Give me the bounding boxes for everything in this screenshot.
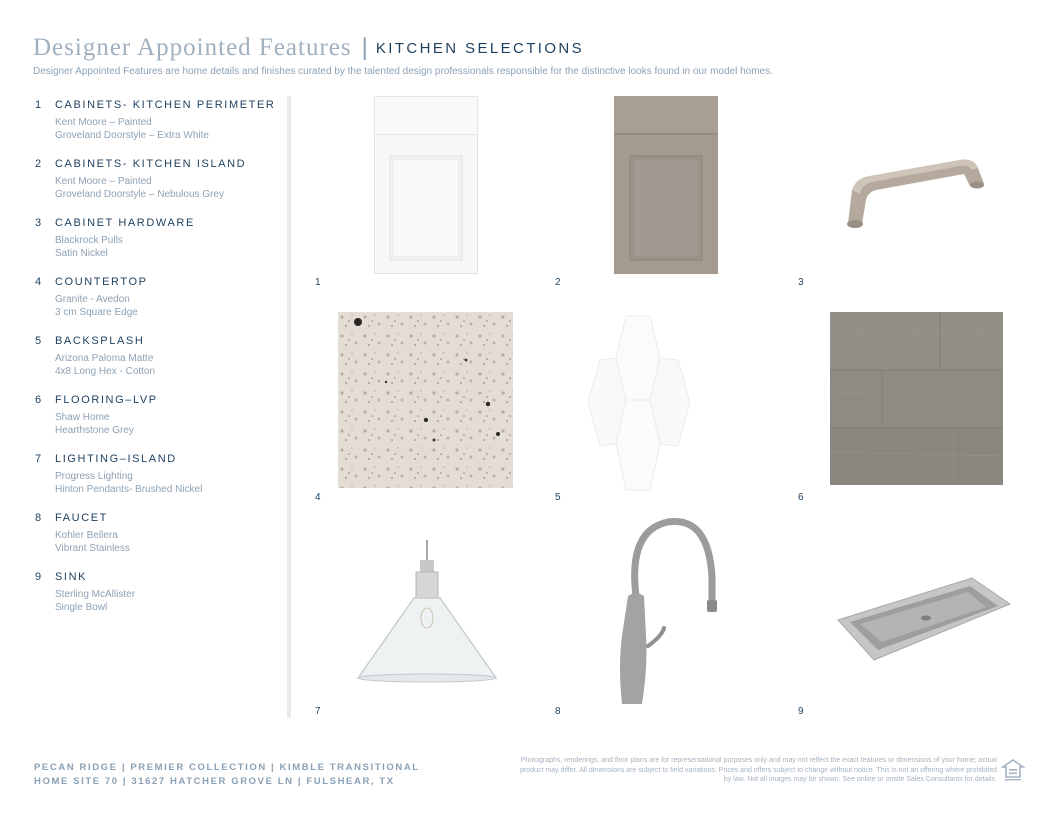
lvp-flooring-icon — [830, 312, 1003, 485]
image-number: 7 — [315, 706, 321, 717]
section-title: KITCHEN SELECTIONS — [375, 40, 585, 57]
selection-item — [35, 512, 280, 571]
selection-detail: 3 cm Square Edge — [55, 307, 138, 318]
selection-number: 2 — [35, 158, 42, 170]
image-number: 3 — [798, 277, 804, 288]
selection-detail: Kent Moore – Painted — [55, 176, 152, 187]
selection-number: 8 — [35, 512, 42, 524]
selection-number: 6 — [35, 394, 42, 406]
selection-detail: Progress Lighting — [55, 471, 133, 482]
selection-item — [35, 571, 280, 630]
selection-detail: Satin Nickel — [55, 248, 108, 259]
image-number: 6 — [798, 492, 804, 503]
selection-detail: Groveland Doorstyle – Nebulous Grey — [55, 189, 224, 200]
image-number: 1 — [315, 277, 321, 288]
selection-label: CABINETS- KITCHEN ISLAND — [55, 158, 247, 170]
selection-detail: 4x8 Long Hex - Cotton — [55, 366, 156, 377]
footer-disclaimer: Photographs, renderings, and floor plans are for representational purposes only and may not reflect the exact features or dimensions of your home; actual product may differ. All dimensions are subject to field variations. Prices and offers subject to change without notice. This is not an offering where prohibited by law. Not all images may be shown. See online or onsite Sales Consultants for details. — [520, 757, 997, 783]
selection-number: 5 — [35, 335, 42, 347]
selection-list — [35, 99, 280, 630]
selection-detail: Arizona Paloma Matte — [55, 353, 154, 364]
selection-label: LIGHTING–ISLAND — [55, 453, 177, 465]
selection-detail: Hearthstone Grey — [55, 425, 134, 436]
title-divider: | — [361, 34, 368, 61]
selection-number: 9 — [35, 571, 42, 583]
selection-detail: Vibrant Stainless — [55, 543, 130, 554]
footer-homesite: HOME SITE 70 | 31627 HATCHER GROVE LN | FULSHEAR, TX — [34, 776, 395, 787]
vertical-divider — [287, 96, 291, 718]
faucet-icon — [614, 516, 720, 706]
selection-detail: Kent Moore – Painted — [55, 117, 152, 128]
selection-detail: Single Bowl — [55, 602, 108, 613]
footer-address — [34, 761, 420, 789]
selection-item — [35, 453, 280, 512]
page-subtitle: Designer Appointed Features are home details and finishes curated by the talented design professionals responsible for the distinctive looks found in our model homes. — [33, 66, 773, 77]
selection-label: COUNTERTOP — [55, 276, 148, 288]
selection-detail: Kohler Bellera — [55, 530, 118, 541]
selection-label: CABINETS- KITCHEN PERIMETER — [55, 99, 276, 111]
selection-detail: Blackrock Pulls — [55, 235, 123, 246]
white-cabinet-door-icon — [374, 96, 478, 274]
image-number: 9 — [798, 706, 804, 717]
selection-label: FLOORING–LVP — [55, 394, 158, 406]
selection-detail: Granite - Avedon — [55, 294, 130, 305]
selection-detail: Shaw Home — [55, 412, 110, 423]
selection-number: 7 — [35, 453, 42, 465]
selection-item — [35, 217, 280, 276]
granite-swatch-icon — [338, 312, 513, 488]
image-number: 4 — [315, 492, 321, 503]
grey-cabinet-door-icon — [614, 96, 718, 274]
equal-housing-opportunity-icon — [1001, 758, 1025, 782]
selection-item — [35, 276, 280, 335]
page-title — [33, 34, 584, 62]
selection-number: 1 — [35, 99, 42, 111]
image-number: 2 — [555, 277, 561, 288]
selection-label: FAUCET — [55, 512, 108, 524]
pendant-light-icon — [354, 540, 500, 684]
selection-label: CABINET HARDWARE — [55, 217, 195, 229]
image-number: 5 — [555, 492, 561, 503]
selection-label: BACKSPLASH — [55, 335, 145, 347]
selection-detail: Sterling McAllister — [55, 589, 136, 600]
selection-item — [35, 158, 280, 217]
hex-tile-icon — [586, 314, 692, 492]
selection-number: 4 — [35, 276, 42, 288]
title-text: Designer Appointed Features — [33, 34, 352, 61]
selection-item — [35, 99, 280, 158]
selection-item — [35, 335, 280, 394]
selection-detail: Groveland Doorstyle – Extra White — [55, 130, 209, 141]
footer-collection: PECAN RIDGE | PREMIER COLLECTION | KIMBLE TRANSITIONAL — [34, 762, 420, 773]
cabinet-pull-icon — [842, 138, 988, 232]
image-number: 8 — [555, 706, 561, 717]
sink-icon — [836, 574, 1012, 664]
selection-detail: Hinton Pendants- Brushed Nickel — [55, 484, 203, 495]
selection-label: SINK — [55, 571, 88, 583]
selection-number: 3 — [35, 217, 42, 229]
selection-item — [35, 394, 280, 453]
